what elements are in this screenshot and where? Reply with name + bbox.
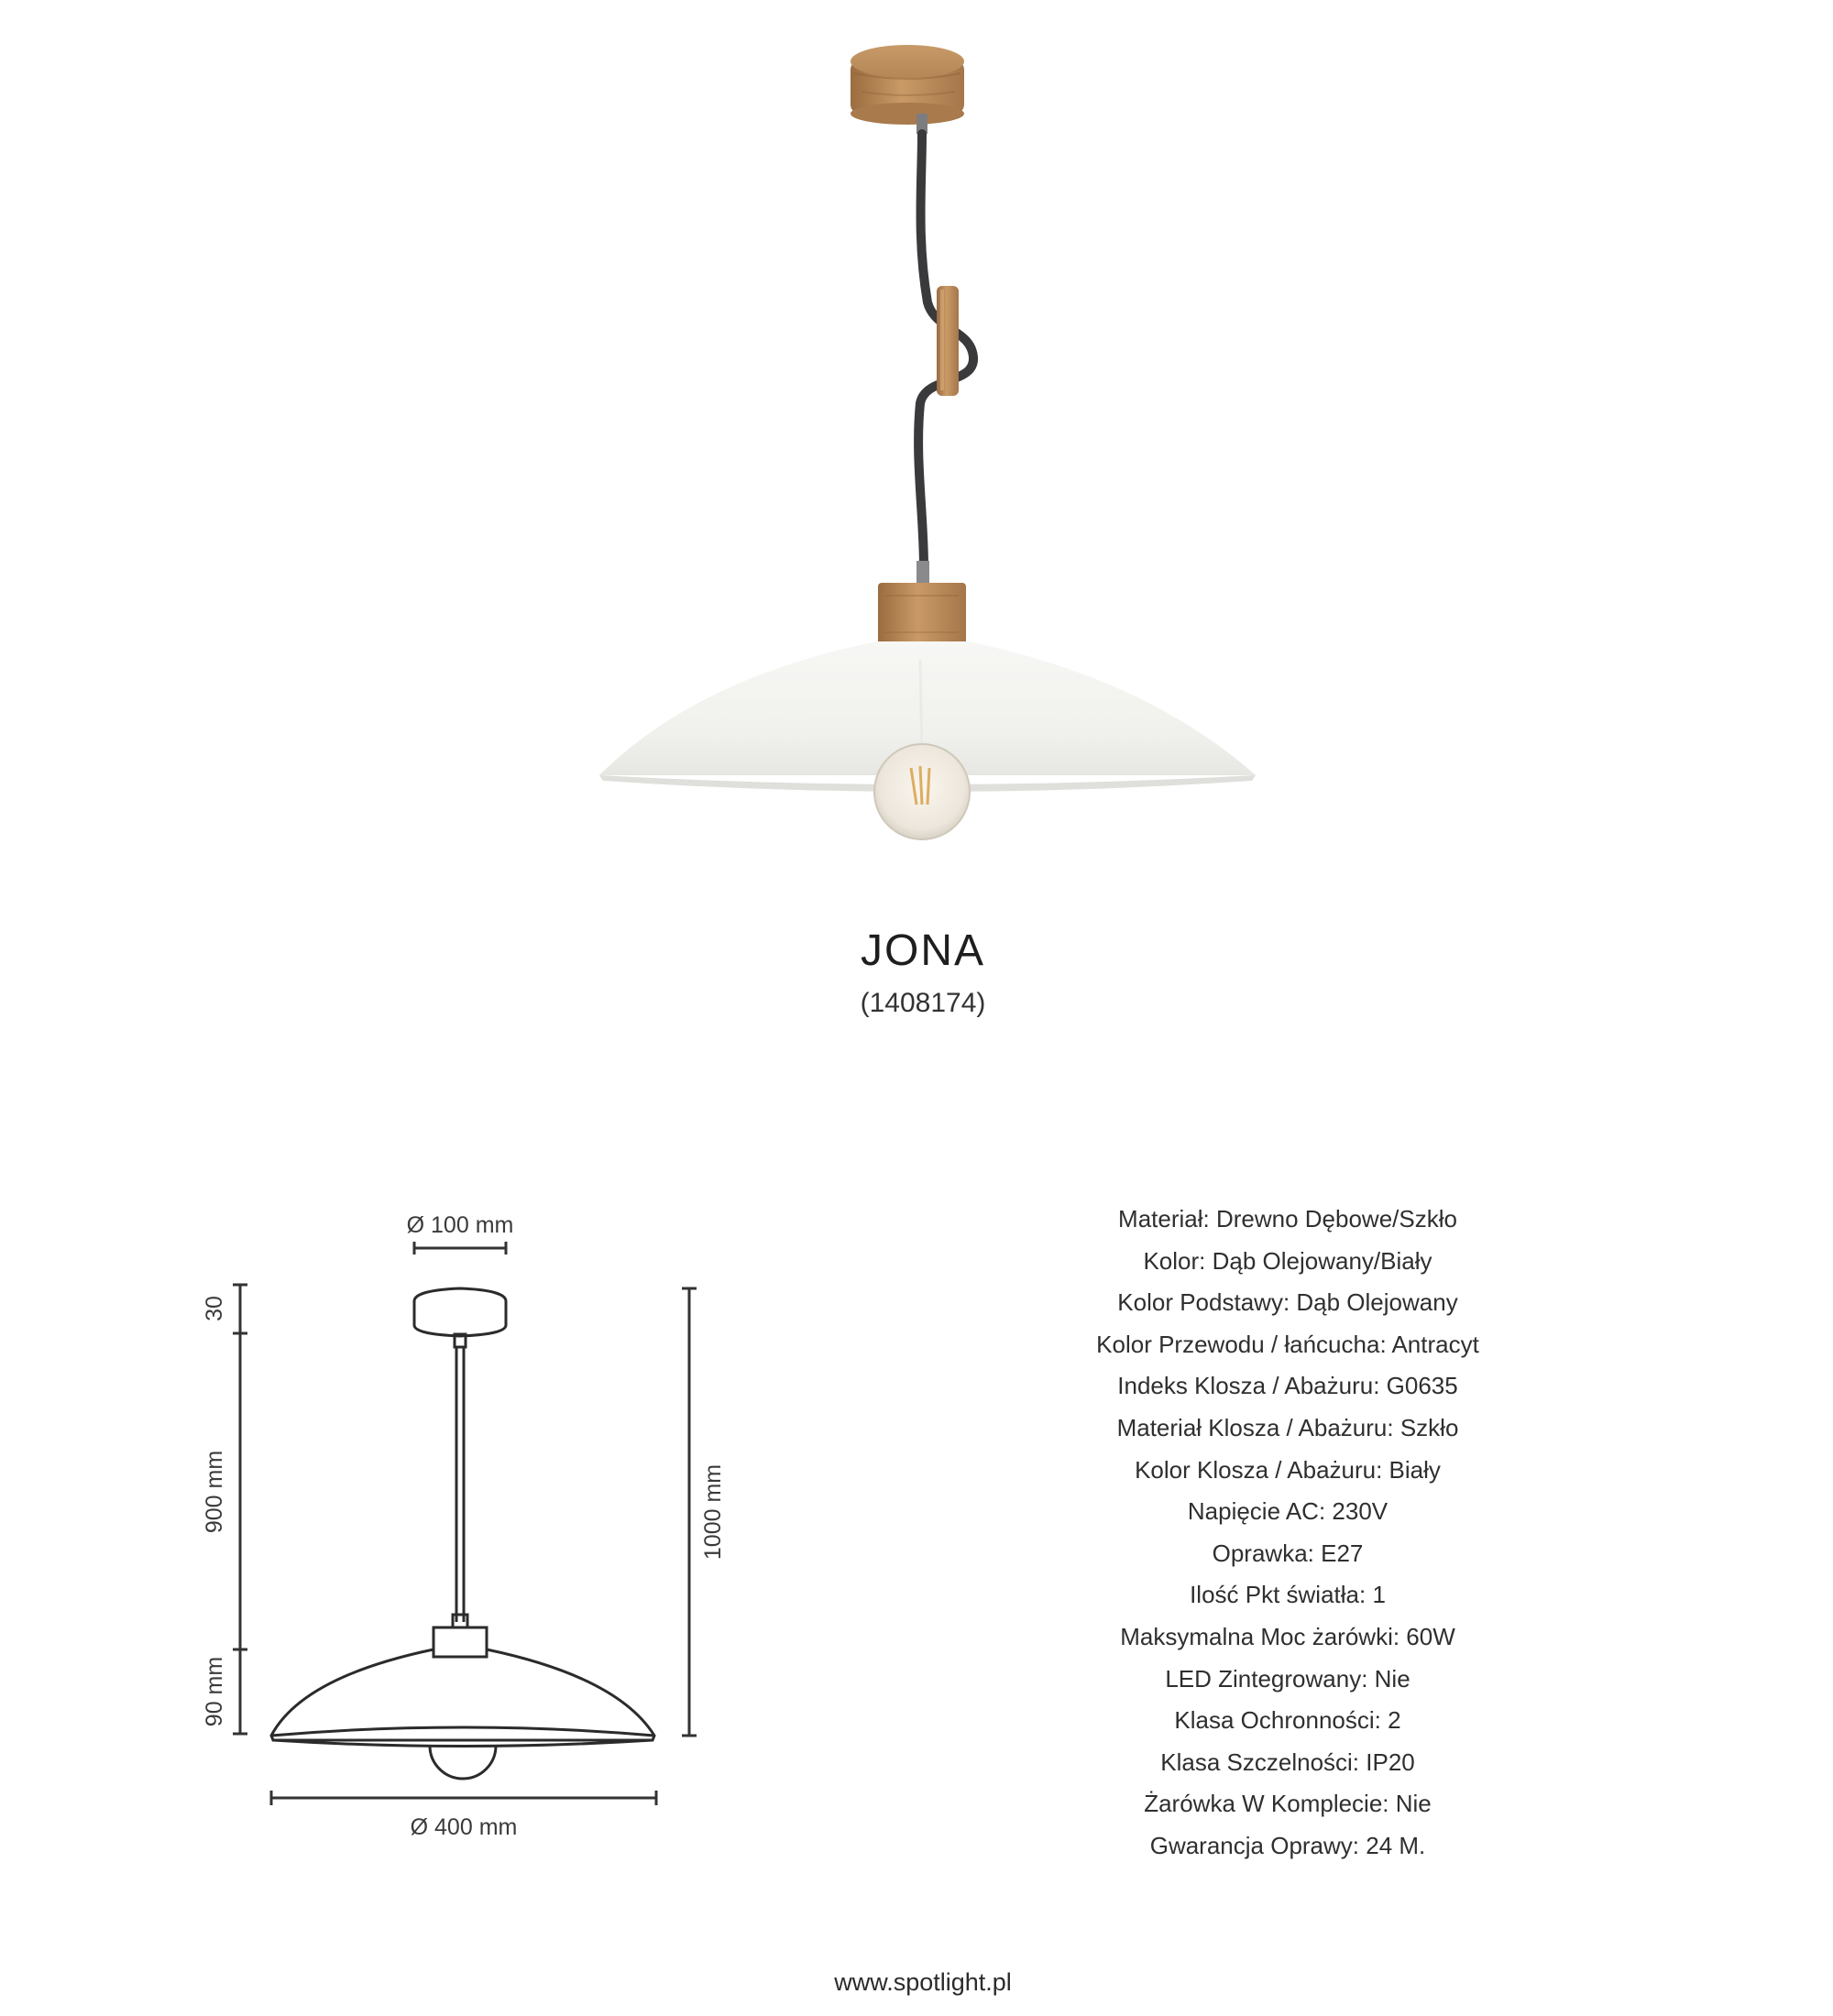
spec-item: Gwarancja Oprawy: 24 M. bbox=[1149, 1831, 1426, 1859]
product-name: JONA bbox=[860, 926, 985, 975]
spec-item: Kolor Przewodu / łańcucha: Antracyt bbox=[1096, 1330, 1479, 1358]
ceiling-canopy bbox=[851, 45, 964, 125]
spec-item: Oprawka: E27 bbox=[1212, 1539, 1364, 1567]
cord-length-label: 900 mm bbox=[202, 1450, 227, 1534]
bottom-diameter-label: Ø 400 mm bbox=[410, 1814, 518, 1840]
lamp-outline bbox=[271, 1288, 654, 1779]
canopy-height-label: 30 bbox=[202, 1296, 227, 1321]
total-height-dimension bbox=[682, 1288, 726, 1736]
spec-list bbox=[1008, 1199, 1567, 1868]
top-diameter-dimension bbox=[407, 1212, 514, 1255]
spec-item: Indeks Klosza / Abażuru: G0635 bbox=[1117, 1372, 1458, 1400]
spec-item: Maksymalna Moc żarówki: 60W bbox=[1120, 1622, 1455, 1650]
website-link[interactable]: www.spotlight.pl bbox=[834, 1968, 1012, 1996]
spec-item: Żarówka W Komplecie: Nie bbox=[1144, 1790, 1432, 1818]
spec-item: LED Zintegrowany: Nie bbox=[1165, 1664, 1410, 1693]
spec-item: Klasa Ochronności: 2 bbox=[1174, 1706, 1401, 1735]
left-height-dimension bbox=[202, 1285, 247, 1734]
spec-item: Materiał Klosza / Abażuru: Szkło bbox=[1116, 1413, 1459, 1441]
product-photo bbox=[550, 27, 1283, 852]
light-bulb bbox=[874, 744, 970, 839]
dimension-drawing bbox=[183, 1191, 770, 1851]
bottom-diameter-dimension bbox=[271, 1791, 656, 1840]
spec-item: Ilość Pkt światła: 1 bbox=[1190, 1581, 1386, 1609]
top-diameter-label: Ø 100 mm bbox=[406, 1212, 514, 1238]
spec-item: Materiał: Drewno Dębowe/Szkło bbox=[1118, 1205, 1457, 1233]
total-height-label: 1000 mm bbox=[700, 1463, 726, 1561]
spec-item: Napięcie AC: 230V bbox=[1187, 1497, 1388, 1526]
cable-adjuster bbox=[937, 286, 959, 396]
spec-item: Kolor Podstawy: Dąb Olejowany bbox=[1117, 1288, 1458, 1317]
product-code: (1408174) bbox=[860, 988, 986, 1018]
spec-item: Kolor: Dąb Olejowany/Biały bbox=[1143, 1246, 1432, 1275]
spec-item: Klasa Szczelności: IP20 bbox=[1160, 1748, 1415, 1776]
shade-height-label: 90 mm bbox=[202, 1656, 227, 1727]
cord-grip-bottom bbox=[916, 561, 929, 585]
spec-item: Kolor Klosza / Abażuru: Biały bbox=[1135, 1455, 1441, 1484]
